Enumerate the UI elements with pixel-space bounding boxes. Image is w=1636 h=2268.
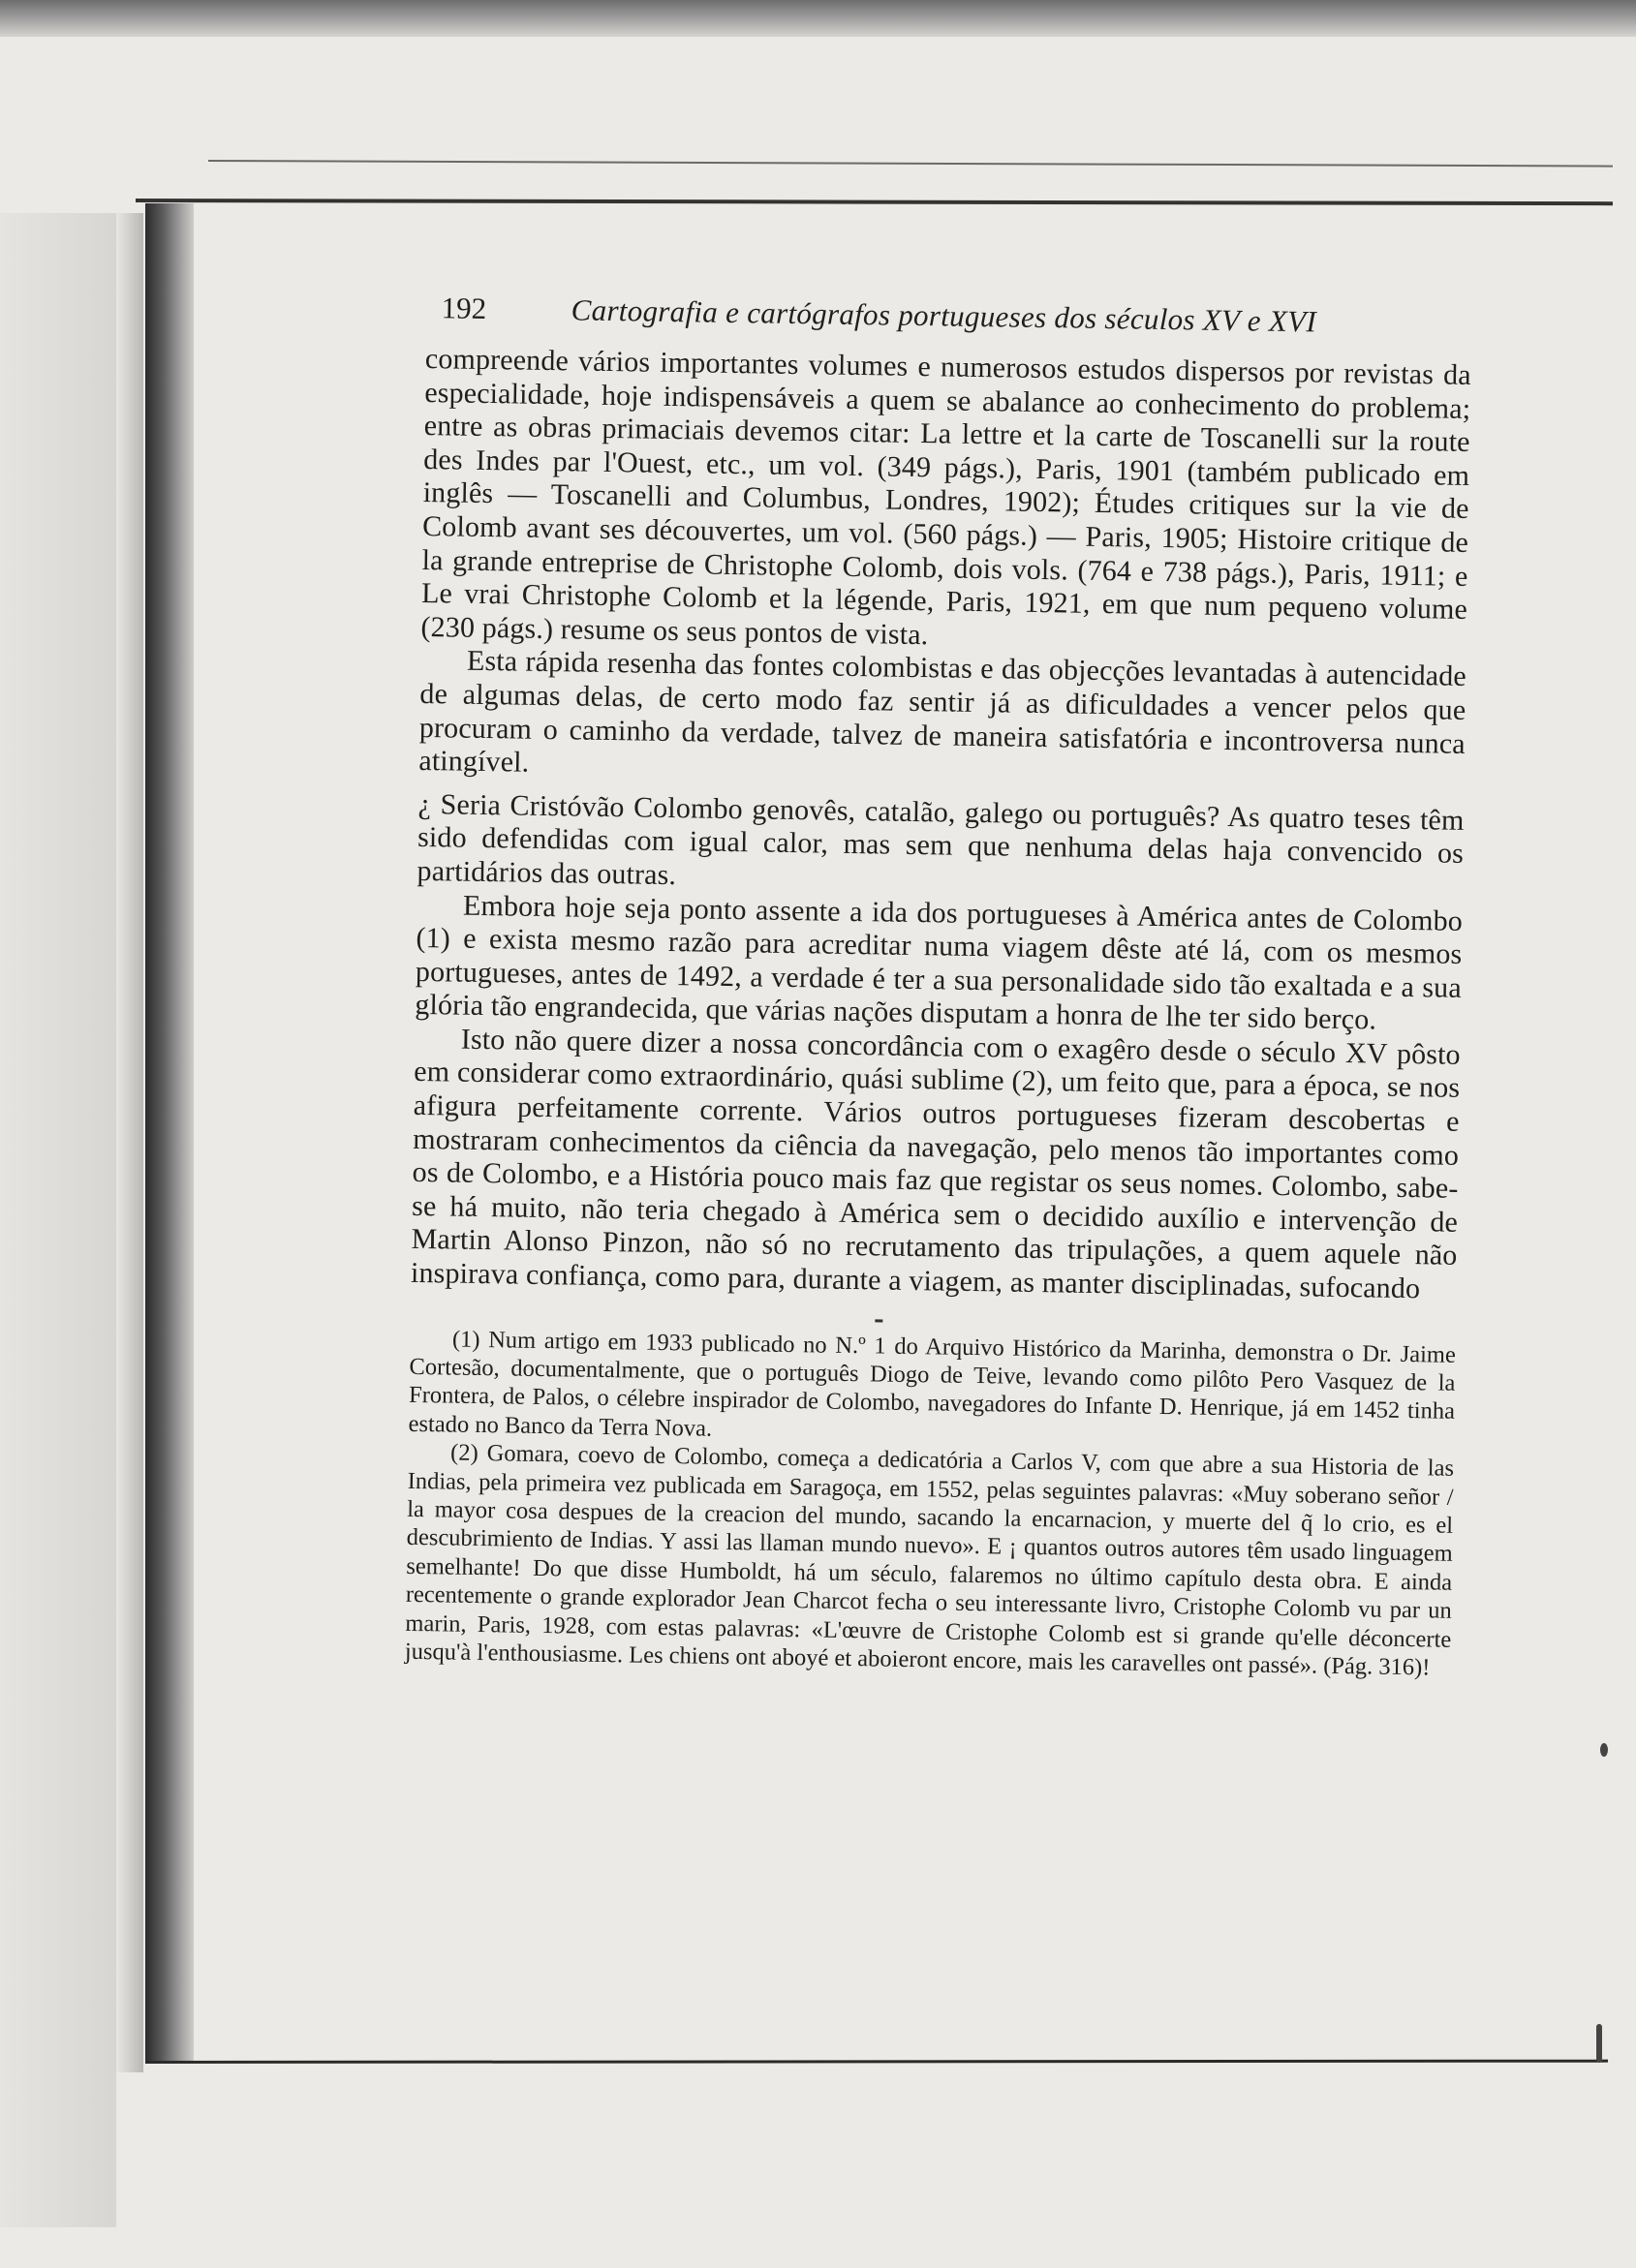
- scan-speck: [1600, 1743, 1608, 1757]
- paragraph: ¿ Seria Cristóvão Colombo genovês, catalão, galego ou português? As quatro teses têm sido defendidas com igual calor, mas sem que nenhuma delas haja convencido os partidários das outras.: [417, 787, 1465, 892]
- book-binding: [145, 203, 194, 2063]
- scanner-top-band: [0, 0, 1636, 37]
- left-margin-shadow: [0, 213, 116, 2227]
- running-title: Cartografia e cartógrafos portugueses dos séculos XV e XVI: [571, 292, 1317, 339]
- page-number: 192: [441, 291, 487, 325]
- page-header: [425, 291, 1471, 346]
- footnote: (2) Gomara, coevo de Colombo, começa a dedicatória a Carlos V, com que abre a sua Historia de las Indias, pela primeira vez publicada em Saragoça, em 1552, pelas seguintes palavras: «Muy soberano señor / la mayor cosa despues de la creacion del mundo, sacando la encarnacion, y muerte del q̃ lo crio, es el descubrimiento de Indias. Y assi las llaman mundo nuevo». E ¡ quantos outros autores têm usado linguagem semelhante! Do que disse Humboldt, há um século, falaremos no último capítulo desta obra. E ainda recentemente o grande explorador Jean Charcot fecha o seu interessante livro, Cristophe Colomb vu par un marin, Paris, 1928, com estas palavras: «L'œuvre de Cristophe Colomb est si grande qu'elle déconcerte jusqu'à l'enthousiasme. Les chiens ont aboyé et aboieront encore, mais les caravelles ont passé». (Pág. 316)!: [404, 1439, 1455, 1681]
- footnote: (1) Num artigo em 1933 publicado no N.º 1 do Arquivo Histórico da Marinha, demonstra o Dr. Jaime Cortesão, documentalmente, que o português Diogo de Teive, levando como pilôto Pero Vasquez de la Frontera, de Palos, o célebre inspirador de Colombo, navegadores do Infante D. Henrique, já em 1452 tinha estado no Banco da Terra Nova.: [408, 1326, 1457, 1442]
- top-page-edge: [136, 199, 1613, 205]
- paragraph: Isto não quere dizer a nossa concordância com o exagêro desde o século XV pôsto em considerar como extraordinário, quási sublime (2), um feito que, para a época, se nos afigura perfeitamente corrente. Vários outros portugueses fizeram descobertas e mostraram conhecimentos da ciência da navegação, pelo menos tão importantes como os de Colombo, e a História pouco mais faz que registar os seus nomes. Colombo, sabe-se há muito, não teria chegado à América sem o decidido auxílio e intervenção de Martin Alonso Pinzon, não só no recrutamento das tripulações, a quem aquele não inspirava confiança, como para, durante a viagem, as manter disciplinadas, sufocando: [410, 1023, 1461, 1305]
- binding-edge-shadow: [114, 213, 143, 2072]
- top-edge-line: [208, 160, 1613, 168]
- paragraph: compreende vários importantes volumes e numerosos estudos dispersos por revistas da especialidade, hoje indispensáveis a quem se abalance ao conhecimento do problema; entre as obras primaciais devemos citar: La lettre et la carte de Toscanelli sur la route des Indes par l'Ouest, etc., um vol. (349 págs.), Paris, 1901 (também publicado em inglês — Toscanelli and Columbus, Londres, 1902); Études critiques sur la vie de Colomb avant ses découvertes, um vol. (560 págs.) — Paris, 1905; Histoire critique de la grande entreprise de Christophe Colomb, dois vols. (764 e 738 págs.), Paris, 1911; e Le vrai Christophe Colomb et la légende, Paris, 1921, em que num pequeno volume (230 págs.) resume os seus pontos de vista.: [420, 342, 1472, 651]
- paragraph: Esta rápida resenha das fontes colombistas e das objecções levantadas à autencidade de algumas delas, de certo modo faz sentir já as dificuldades a vencer pelos que procuram o caminho da verdade, talvez de maneira satisfatória e incontroversa nunca atingível.: [418, 645, 1467, 779]
- scan-speck: [1596, 2024, 1602, 2063]
- footnotes: [405, 1324, 1456, 1682]
- book-page: [405, 291, 1472, 1682]
- bottom-page-edge: [145, 2060, 1608, 2064]
- footnote-separator: [875, 1319, 882, 1322]
- paragraph: Embora hoje seja ponto assente a ida dos portugueses à América antes de Colombo (1) e exista mesmo razão para acreditar numa viagem dêste até lá, com os mesmos portugueses, antes de 1492, a verdade é ter a sua personalidade sido tão exaltada e a sua glória tão engrandecida, que várias nações disputam a honra de lhe ter sido berço.: [415, 889, 1464, 1036]
